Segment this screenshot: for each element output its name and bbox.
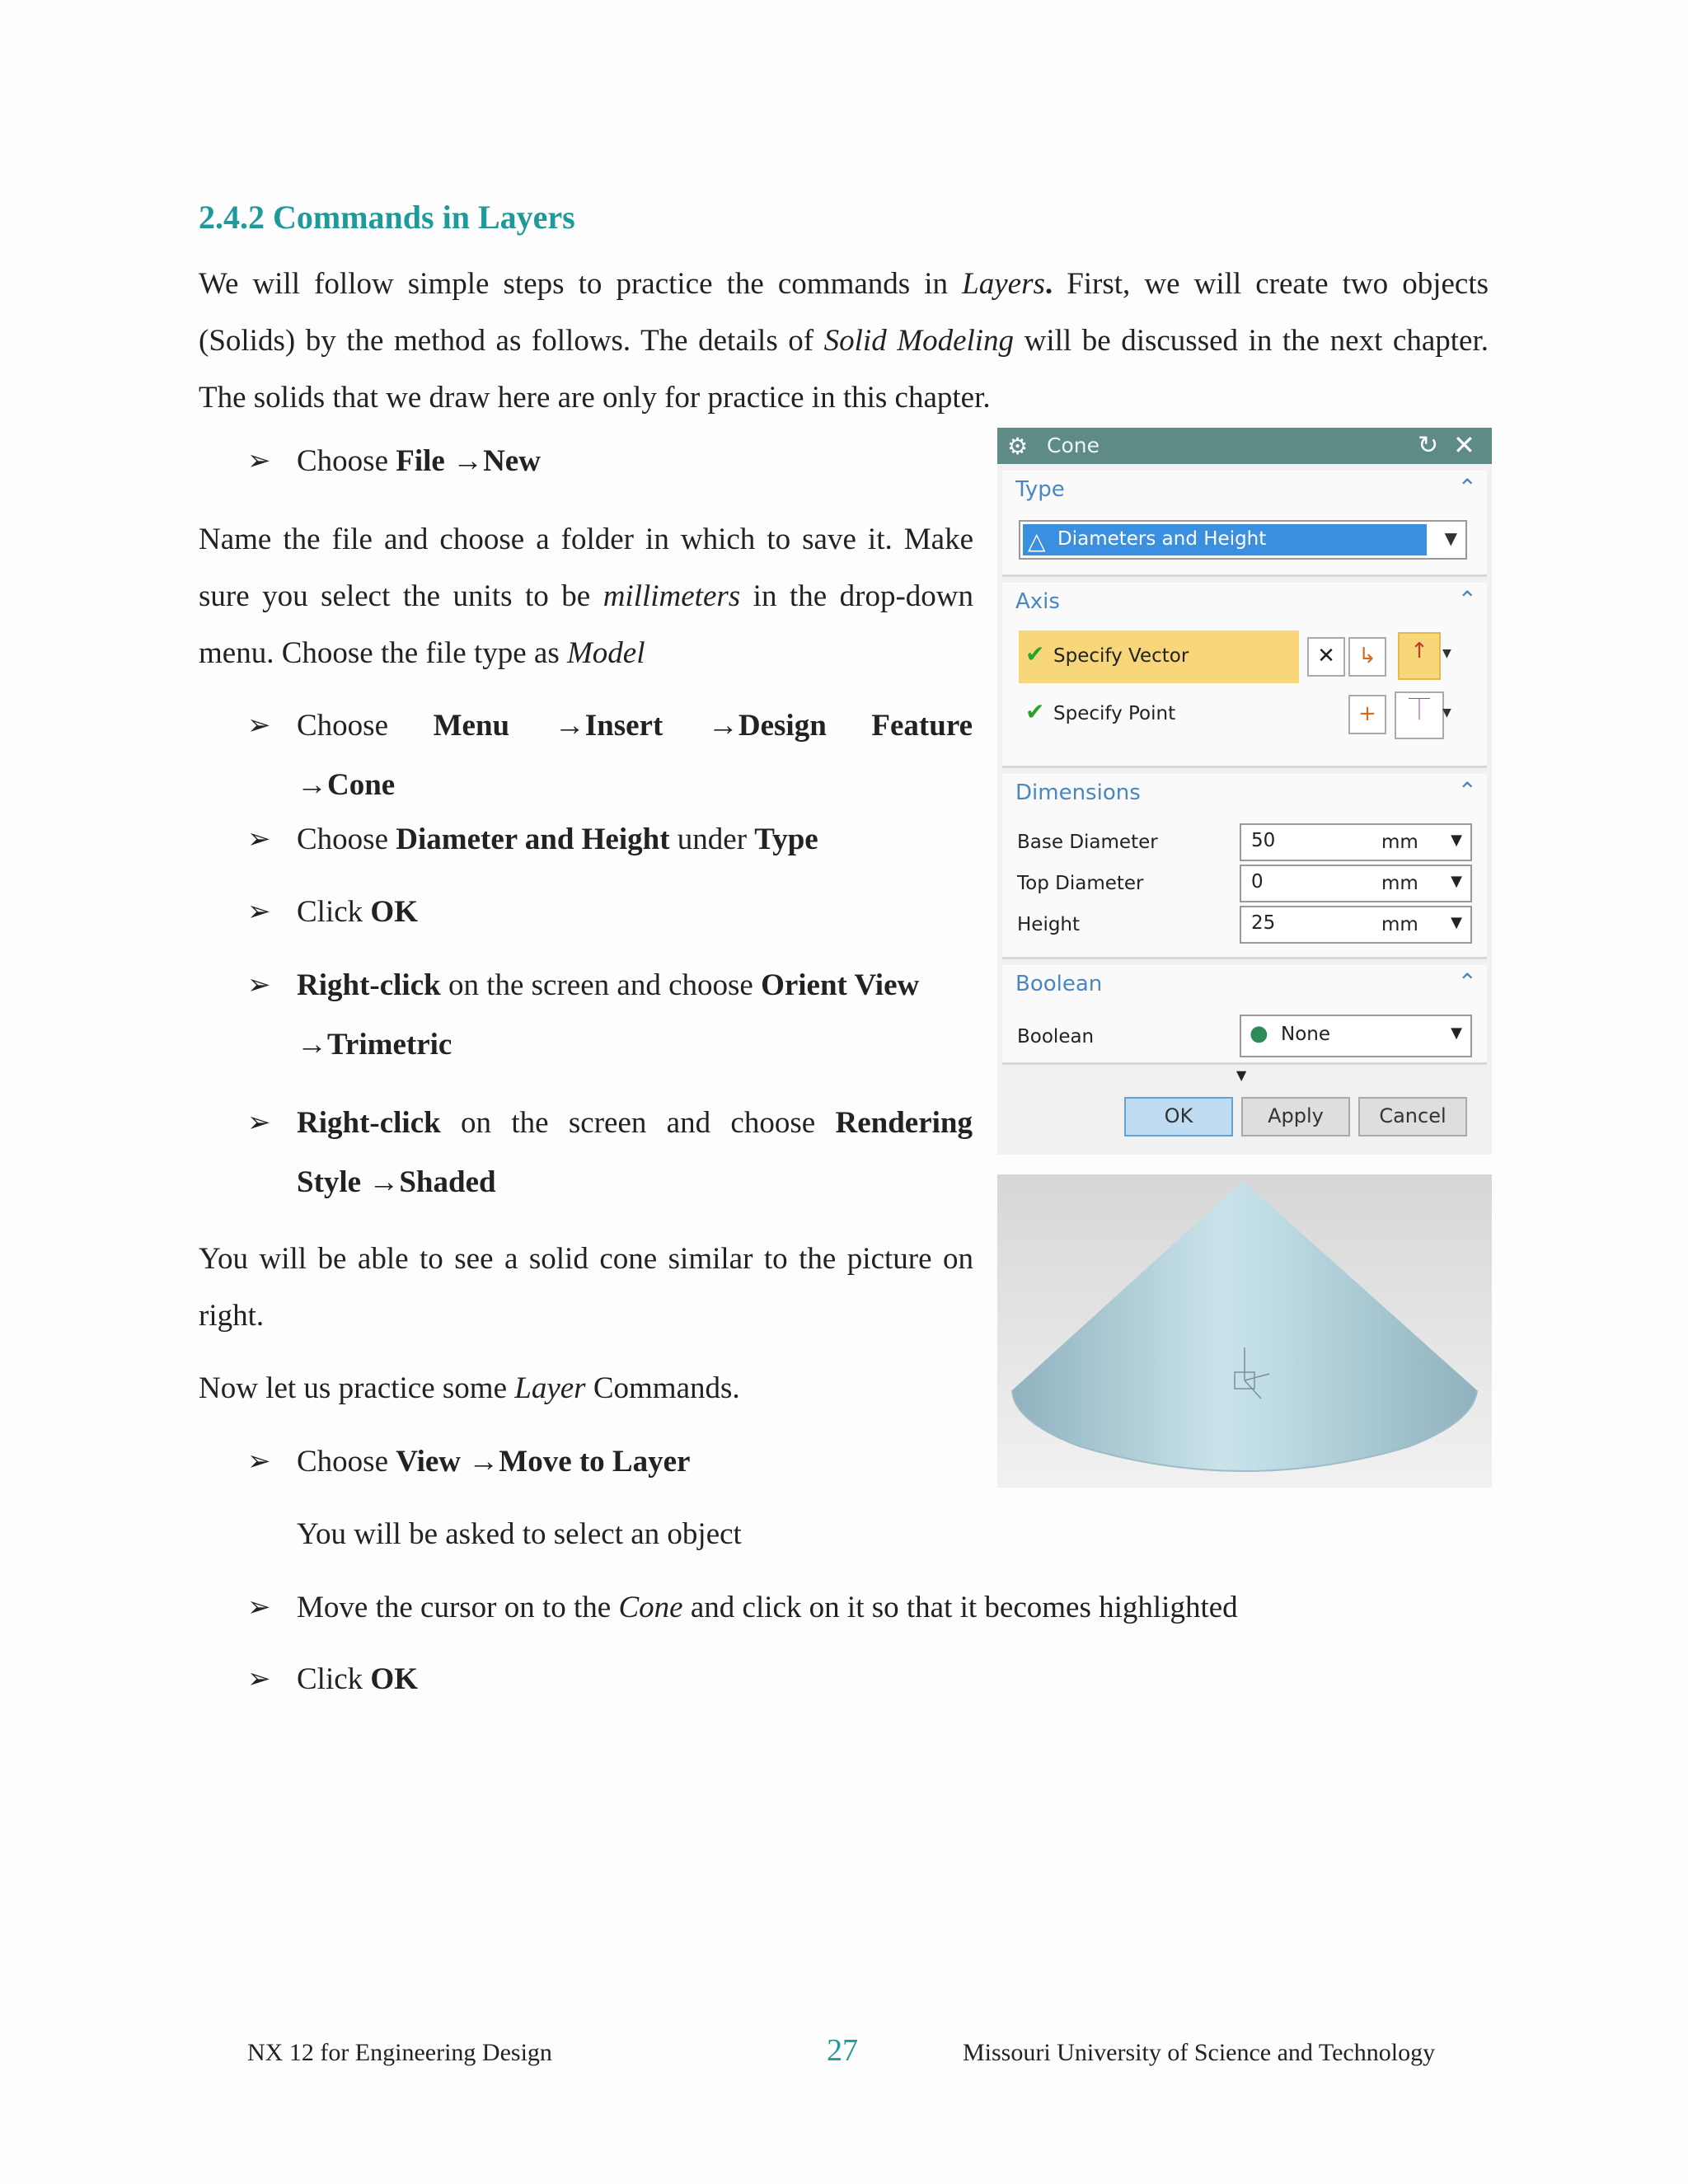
- bullet-arrow-icon: ➢: [247, 710, 271, 741]
- boolean-dropdown[interactable]: ● None ▼: [1240, 1015, 1472, 1057]
- caret-down-icon[interactable]: ▼: [1442, 647, 1451, 660]
- group-title-boolean: Boolean: [1015, 972, 1103, 996]
- top-diameter-label: Top Diameter: [1017, 873, 1144, 894]
- base-diameter-field[interactable]: 50 mm ▼: [1240, 823, 1472, 861]
- bullet-arrow-icon: ➢: [247, 1664, 271, 1694]
- close-icon[interactable]: ✕: [1453, 429, 1475, 461]
- dimensions-group: [1002, 774, 1487, 959]
- type-dropdown[interactable]: [1019, 520, 1467, 560]
- chevron-up-icon[interactable]: ⌃: [1457, 586, 1477, 613]
- bullet-arrow-icon: ➢: [247, 970, 271, 1001]
- caret-down-icon[interactable]: ▼: [1451, 873, 1462, 890]
- caret-down-icon[interactable]: ▼: [1442, 706, 1451, 719]
- intro-text-3: will be discussed in the next chapter. The solids that we draw here are only for practice in this chapter.: [199, 324, 1489, 415]
- specify-point-label: Specify Point: [1053, 703, 1176, 724]
- axis-group: [1002, 583, 1487, 768]
- intro-dot: .: [1044, 267, 1053, 301]
- bullet-arrow-icon: ➢: [247, 446, 271, 476]
- height-field[interactable]: 25 mm ▼: [1240, 906, 1472, 944]
- paragraph-layer-commands: Now let us practice some Layer Commands.: [199, 1371, 740, 1405]
- paragraph-file-setup: Name the file and choose a folder in which to save it. Make sure you select the units to be millimeters in the drop-down menu. Choose the file type as Model: [199, 523, 973, 670]
- cone-type-icon: △: [1028, 527, 1046, 555]
- chevron-up-icon[interactable]: ⌃: [1457, 777, 1477, 804]
- cone-dialog: [997, 428, 1492, 1155]
- height-label: Height: [1017, 914, 1081, 935]
- dialog-title-bar: [997, 428, 1492, 464]
- base-diameter-label: Base Diameter: [1017, 832, 1158, 853]
- specify-vector-label: Specify Vector: [1053, 645, 1189, 667]
- caret-down-icon: ▼: [1451, 1024, 1462, 1042]
- caret-down-icon[interactable]: ▼: [1451, 914, 1462, 931]
- bullet-arrow-icon: ➢: [247, 1592, 271, 1623]
- type-value: Diameters and Height: [1057, 528, 1267, 550]
- section-heading: 2.4.2 Commands in Layers: [199, 199, 575, 236]
- footer-university: Missouri University of Science and Technology: [963, 2039, 1436, 2066]
- intro-text-2: First, we will create two objects (Solids) by the method as follows. The details of: [199, 267, 1489, 358]
- chevron-up-icon[interactable]: ⌃: [1457, 474, 1477, 501]
- reset-icon[interactable]: ↻: [1418, 431, 1439, 460]
- cone-render-image: [997, 1174, 1492, 1488]
- bullet-arrow-icon: ➢: [247, 1108, 271, 1138]
- vector-reverse-icon[interactable]: ✕: [1307, 637, 1345, 677]
- point-dialog-icon[interactable]: +: [1348, 695, 1386, 734]
- vector-axis-icon[interactable]: ↳: [1348, 637, 1386, 677]
- expand-more-icon[interactable]: ▼: [1236, 1067, 1247, 1083]
- chevron-up-icon[interactable]: ⌃: [1457, 968, 1477, 996]
- vector-dialog-icon[interactable]: ↑: [1398, 632, 1441, 680]
- cone-graphic: [997, 1174, 1492, 1488]
- boolean-none-icon: ●: [1250, 1021, 1268, 1046]
- paragraph-cone-result: You will be able to see a solid cone similar to the picture on right.: [199, 1242, 973, 1333]
- check-icon: ✔: [1025, 640, 1045, 668]
- caret-down-icon[interactable]: ▼: [1451, 832, 1462, 849]
- boolean-label: Boolean: [1017, 1026, 1095, 1047]
- group-title-type: Type: [1015, 477, 1065, 502]
- bullet-arrow-icon: ➢: [247, 897, 271, 927]
- intro-solid-modeling-term: Solid Modeling: [823, 324, 1015, 358]
- group-title-axis: Axis: [1015, 589, 1060, 614]
- intro-text-1: We will follow simple steps to practice the commands in: [199, 267, 963, 301]
- intro-layers-term: Layers: [962, 267, 1045, 301]
- bullet-arrow-icon: ➢: [247, 824, 271, 855]
- inferred-point-icon[interactable]: ⏉: [1395, 691, 1444, 739]
- dialog-title: Cone: [1047, 434, 1100, 457]
- group-title-dimensions: Dimensions: [1015, 780, 1141, 805]
- page-number: 27: [827, 2033, 858, 2068]
- boolean-group: [1002, 965, 1487, 1065]
- type-group: [1002, 471, 1487, 577]
- cancel-button[interactable]: Cancel: [1358, 1097, 1467, 1137]
- bullet-arrow-icon: ➢: [247, 1446, 271, 1477]
- check-icon: ✔: [1025, 698, 1045, 725]
- footer-book-title: NX 12 for Engineering Design: [247, 2039, 552, 2066]
- top-diameter-field[interactable]: 0 mm ▼: [1240, 865, 1472, 902]
- gear-icon[interactable]: ⚙: [1007, 433, 1029, 460]
- specify-vector-row[interactable]: [1019, 630, 1299, 683]
- ok-button[interactable]: OK: [1124, 1097, 1233, 1137]
- caret-down-icon: ▼: [1444, 528, 1457, 548]
- apply-button[interactable]: Apply: [1241, 1097, 1350, 1137]
- intro-paragraph: [199, 255, 1489, 426]
